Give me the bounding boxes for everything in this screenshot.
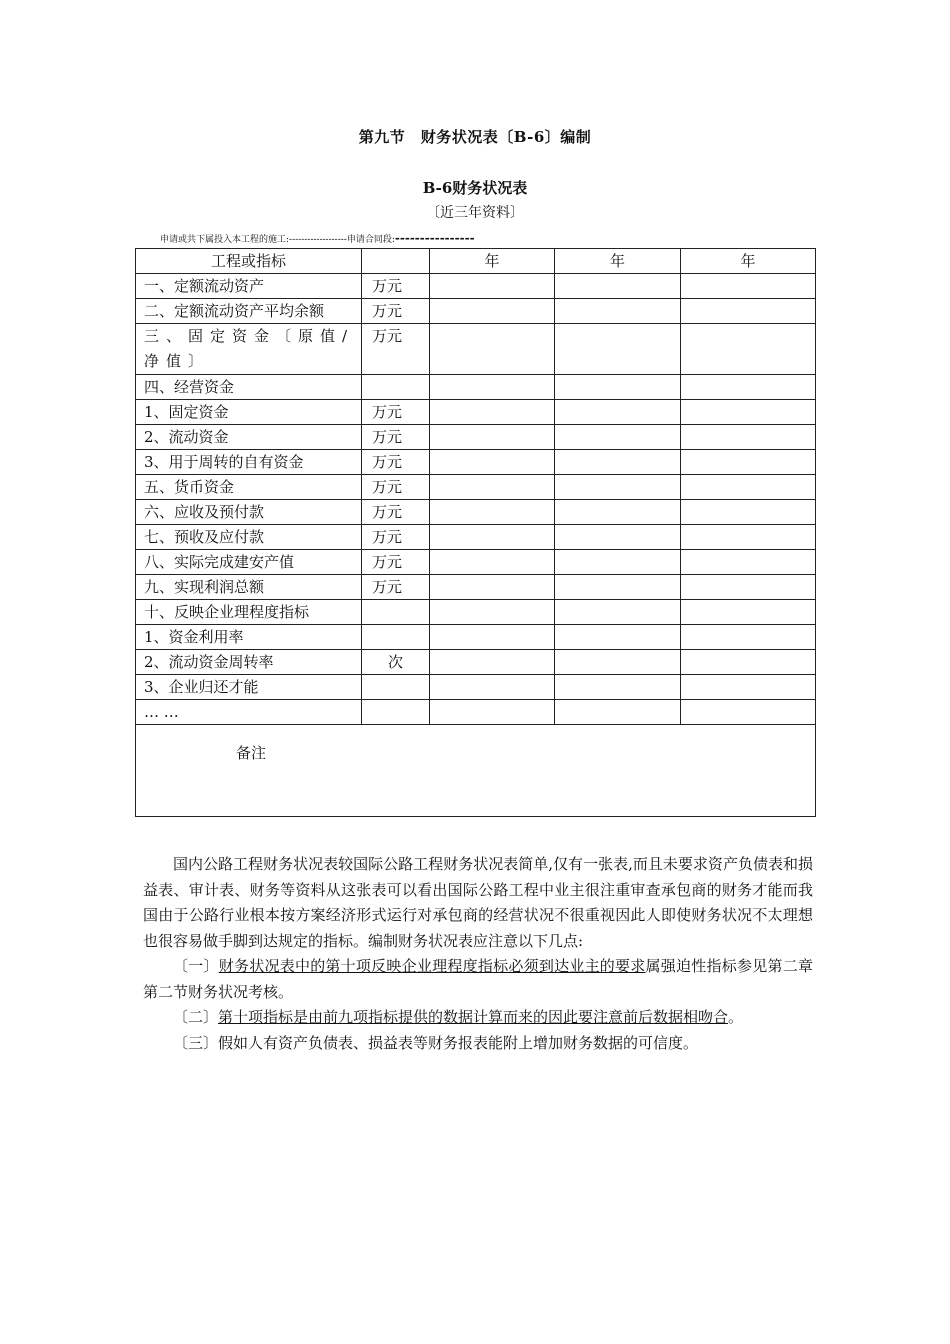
row-item-label: … …	[136, 700, 362, 725]
table-row	[136, 650, 816, 675]
section-title: 第九节 财务状况表〔B-6〕编制	[358, 128, 592, 146]
row-year-3-value[interactable]	[681, 299, 816, 324]
table-row	[136, 324, 816, 375]
row-year-2-value[interactable]	[555, 500, 681, 525]
header-item: 工程或指标	[136, 249, 362, 274]
row-unit: 万元	[362, 400, 430, 425]
table-row	[136, 375, 816, 400]
applicant-label: 申请或共下属投入本工程的施工:	[160, 235, 290, 245]
row-item-label: 四、经营资金	[136, 375, 362, 400]
row-year-2-value[interactable]	[555, 575, 681, 600]
row-year-1-value[interactable]	[430, 375, 555, 400]
row-year-1-value[interactable]	[430, 650, 555, 675]
row-unit: 万元	[362, 575, 430, 600]
table-row	[136, 400, 816, 425]
point-1-suffix: 属强迫性指标参见第二章第二节财务状况考核。	[143, 957, 813, 1001]
row-year-3-value[interactable]	[681, 575, 816, 600]
paragraph-point-2	[143, 1005, 813, 1031]
row-year-2-value[interactable]	[555, 675, 681, 700]
row-year-1-value[interactable]	[430, 299, 555, 324]
row-unit: 万元	[362, 550, 430, 575]
table-row	[136, 600, 816, 625]
row-year-2-value[interactable]	[555, 550, 681, 575]
row-item-label: 五、货币资金	[136, 475, 362, 500]
row-year-2-value[interactable]	[555, 450, 681, 475]
table-row	[136, 575, 816, 600]
row-item-label: 九、实现利润总额	[136, 575, 362, 600]
row-unit: 万元	[362, 425, 430, 450]
table-row	[136, 525, 816, 550]
row-year-1-value[interactable]	[430, 600, 555, 625]
row-unit	[362, 625, 430, 650]
row-year-3-value[interactable]	[681, 600, 816, 625]
row-year-1-value[interactable]	[430, 500, 555, 525]
row-year-1-value[interactable]	[430, 700, 555, 725]
point-1-emphasis: 财务状况表中的第十项反映企业理程度指标必须到达业主的要求	[218, 957, 646, 975]
row-year-3-value[interactable]	[681, 375, 816, 400]
row-year-3-value[interactable]	[681, 625, 816, 650]
row-year-2-value[interactable]	[555, 299, 681, 324]
row-unit	[362, 675, 430, 700]
row-year-1-value[interactable]	[430, 525, 555, 550]
row-year-2-value[interactable]	[555, 600, 681, 625]
table-row	[136, 550, 816, 575]
header-year-2: 年	[555, 249, 681, 274]
row-year-3-value[interactable]	[681, 324, 816, 375]
row-unit: 次	[362, 650, 430, 675]
row-unit: 万元	[362, 274, 430, 299]
row-item-label: 七、预收及应付款	[136, 525, 362, 550]
row-year-3-value[interactable]	[681, 650, 816, 675]
row-year-2-value[interactable]	[555, 650, 681, 675]
table-row	[136, 425, 816, 450]
row-year-3-value[interactable]	[681, 425, 816, 450]
row-item-label: 2、流动资金	[136, 425, 362, 450]
row-year-2-value[interactable]	[555, 525, 681, 550]
header-unit	[362, 249, 430, 274]
row-item-label: 三、固定资金〔原值/净值〕	[136, 324, 362, 375]
table-row	[136, 700, 816, 725]
row-item-label: 1、资金利用率	[136, 625, 362, 650]
row-year-1-value[interactable]	[430, 575, 555, 600]
row-year-3-value[interactable]	[681, 274, 816, 299]
point-2-suffix: 。	[728, 1008, 744, 1026]
row-year-1-value[interactable]	[430, 475, 555, 500]
row-year-1-value[interactable]	[430, 550, 555, 575]
row-unit: 万元	[362, 324, 430, 375]
table-row	[136, 475, 816, 500]
paragraph-point-3: 〔三〕假如人有资产负债表、损益表等财务报表能附上增加财务数据的可信度。	[173, 1033, 699, 1052]
row-year-3-value[interactable]	[681, 550, 816, 575]
table-row	[136, 450, 816, 475]
row-year-1-value[interactable]	[430, 324, 555, 375]
row-year-1-value[interactable]	[430, 400, 555, 425]
row-year-3-value[interactable]	[681, 525, 816, 550]
row-year-3-value[interactable]	[681, 400, 816, 425]
table-header-row	[136, 249, 816, 274]
row-item-label: 3、用于周转的自有资金	[136, 450, 362, 475]
remark-row	[136, 725, 816, 817]
row-unit	[362, 600, 430, 625]
table-row	[136, 274, 816, 299]
row-item-label: 3、企业归还才能	[136, 675, 362, 700]
row-year-3-value[interactable]	[681, 475, 816, 500]
body-text	[143, 852, 813, 1056]
header-year-1: 年	[430, 249, 555, 274]
row-year-3-value[interactable]	[681, 450, 816, 475]
row-unit: 万元	[362, 475, 430, 500]
row-unit: 万元	[362, 500, 430, 525]
row-year-1-value[interactable]	[430, 675, 555, 700]
contract-section-label: 申请合同段:	[346, 235, 395, 245]
row-year-2-value[interactable]	[555, 625, 681, 650]
table-row	[136, 675, 816, 700]
table-row	[136, 500, 816, 525]
row-year-3-value[interactable]	[681, 500, 816, 525]
row-item-label: 六、应收及预付款	[136, 500, 362, 525]
row-item-label: 十、反映企业理程度指标	[136, 600, 362, 625]
row-year-1-value[interactable]	[430, 425, 555, 450]
row-year-1-value[interactable]	[430, 450, 555, 475]
financial-status-table	[135, 248, 816, 817]
row-unit	[362, 700, 430, 725]
row-item-label: 2、流动资金周转率	[136, 650, 362, 675]
row-unit: 万元	[362, 450, 430, 475]
table-row	[136, 299, 816, 324]
remark-label: 备注	[136, 725, 816, 817]
paragraph-point-1	[143, 954, 813, 1005]
row-year-2-value[interactable]	[555, 324, 681, 375]
row-item-label: 一、定额流动资产	[136, 274, 362, 299]
point-2-emphasis: 第十项指标是由前九项指标提供的数据计算而来的因此要注意前后数据相吻合	[218, 1008, 729, 1026]
point-1-prefix: 〔一〕	[173, 957, 219, 975]
row-year-2-value[interactable]	[555, 475, 681, 500]
contract-section-blank: ----------------	[394, 231, 475, 245]
applicant-blank: -------------------	[289, 235, 347, 245]
header-year-3: 年	[681, 249, 816, 274]
row-year-2-value[interactable]	[555, 400, 681, 425]
row-year-1-value[interactable]	[430, 625, 555, 650]
row-item-label: 二、定额流动资产平均余额	[136, 299, 362, 324]
row-year-2-value[interactable]	[555, 274, 681, 299]
row-item-label: 八、实际完成建安产值	[136, 550, 362, 575]
row-year-3-value[interactable]	[681, 700, 816, 725]
paragraph-intro: 国内公路工程财务状况表较国际公路工程财务状况表简单,仅有一张表,而且未要求资产负债表和损益表、审计表、财务等资料从这张表可以看出国际公路工程中业主很注重审查承包商的财务才能而我国由于公路行业根本按方案经济形式运行对承包商的经营状况不很重视因此人即使财务状况不太理想也很容易做手脚到达规定的指标。编制财务状况表应注意以下几点:	[143, 855, 813, 950]
row-item-label: 1、固定资金	[136, 400, 362, 425]
row-unit: 万元	[362, 299, 430, 324]
row-year-1-value[interactable]	[430, 274, 555, 299]
row-unit	[362, 375, 430, 400]
table-title: B-6财务状况表	[422, 179, 528, 197]
row-unit: 万元	[362, 525, 430, 550]
table-subtitle: 〔近三年资料〕	[426, 205, 524, 221]
row-year-3-value[interactable]	[681, 675, 816, 700]
point-2-prefix: 〔二〕	[173, 1008, 219, 1026]
row-year-2-value[interactable]	[555, 700, 681, 725]
row-year-2-value[interactable]	[555, 425, 681, 450]
row-year-2-value[interactable]	[555, 375, 681, 400]
table-row	[136, 625, 816, 650]
applicant-line	[160, 231, 475, 245]
